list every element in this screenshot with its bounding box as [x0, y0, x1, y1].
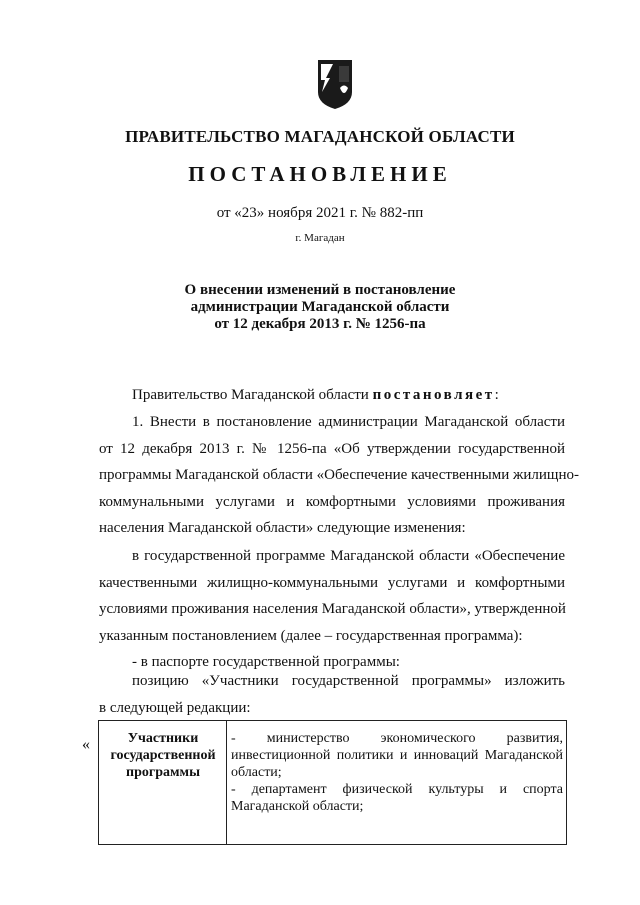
coat-of-arms-icon [316, 58, 354, 110]
preamble-suffix: : [494, 387, 499, 403]
value-line: - департамент физической культуры и спорта [231, 782, 563, 797]
paragraph-4 [99, 668, 565, 721]
government-title: ПРАВИТЕЛЬСТВО МАГАДАНСКОЙ ОБЛАСТИ [125, 127, 515, 146]
label-line: государственной [110, 748, 216, 763]
value-line: - министерство экономического развития, [231, 731, 563, 746]
value-line: области; [231, 765, 282, 780]
subject-line: администрации Магаданской области [190, 299, 450, 315]
table-divider [226, 721, 227, 844]
value-line: Магаданской области; [231, 799, 364, 814]
value-line: инвестиционной политики и инноваций Магаданской [231, 748, 563, 763]
decree-date-number: от «23» ноября 2021 г. № 882-пп [216, 205, 424, 221]
table-label-cell [103, 730, 223, 781]
paragraph-line: в следующей редакции: [99, 699, 251, 716]
paragraph-line: качественными жилищно-коммунальными услугами и комфортными [99, 574, 565, 591]
label-line: Участники [127, 731, 199, 746]
paragraph-1 [99, 409, 579, 542]
program-participants-table [98, 720, 567, 845]
paragraph-line: населения Магаданской области» следующие изменения: [99, 520, 466, 536]
preamble-prefix: Правительство Магаданской области [132, 387, 373, 403]
table-value-cell [231, 730, 563, 815]
subject-line: от 12 декабря 2013 г. № 1256-па [214, 316, 426, 332]
subject-line: О внесении изменений в постановление [184, 282, 456, 298]
decree-subject [0, 282, 640, 333]
preamble-line [99, 382, 565, 409]
paragraph-2 [99, 543, 565, 649]
label-line: программы [126, 765, 200, 780]
document-type: ПОСТАНОВЛЕНИЕ [188, 162, 452, 186]
paragraph-line: коммунальными услугами и комфортными условиями проживания [99, 493, 565, 510]
preamble [99, 382, 565, 409]
paragraph-line: указанным постановлением (далее – государственная программа): [99, 627, 523, 644]
paragraph-line: программы Магаданской области «Обеспечение качественными жилищно- [99, 467, 579, 483]
city-name: г. Магадан [295, 232, 345, 244]
paragraph-line: условиями проживания населения Магаданской области», утвержденной [99, 601, 566, 617]
paragraph-line: позицию «Участники государственной программы» изложить [132, 673, 565, 689]
paragraph-line: - в паспорте государственной программы: [132, 654, 400, 670]
paragraph-line: 1. Внести в постановление администрации Магаданской области [132, 414, 565, 430]
paragraph-line: от 12 декабря 2013 г. № 1256-па «Об утверждении государственной [99, 440, 565, 457]
opening-quote: « [82, 736, 90, 753]
preamble-verb: постановляет [372, 387, 495, 403]
paragraph-line: в государственной программе Магаданской области «Обеспечение [132, 548, 565, 564]
